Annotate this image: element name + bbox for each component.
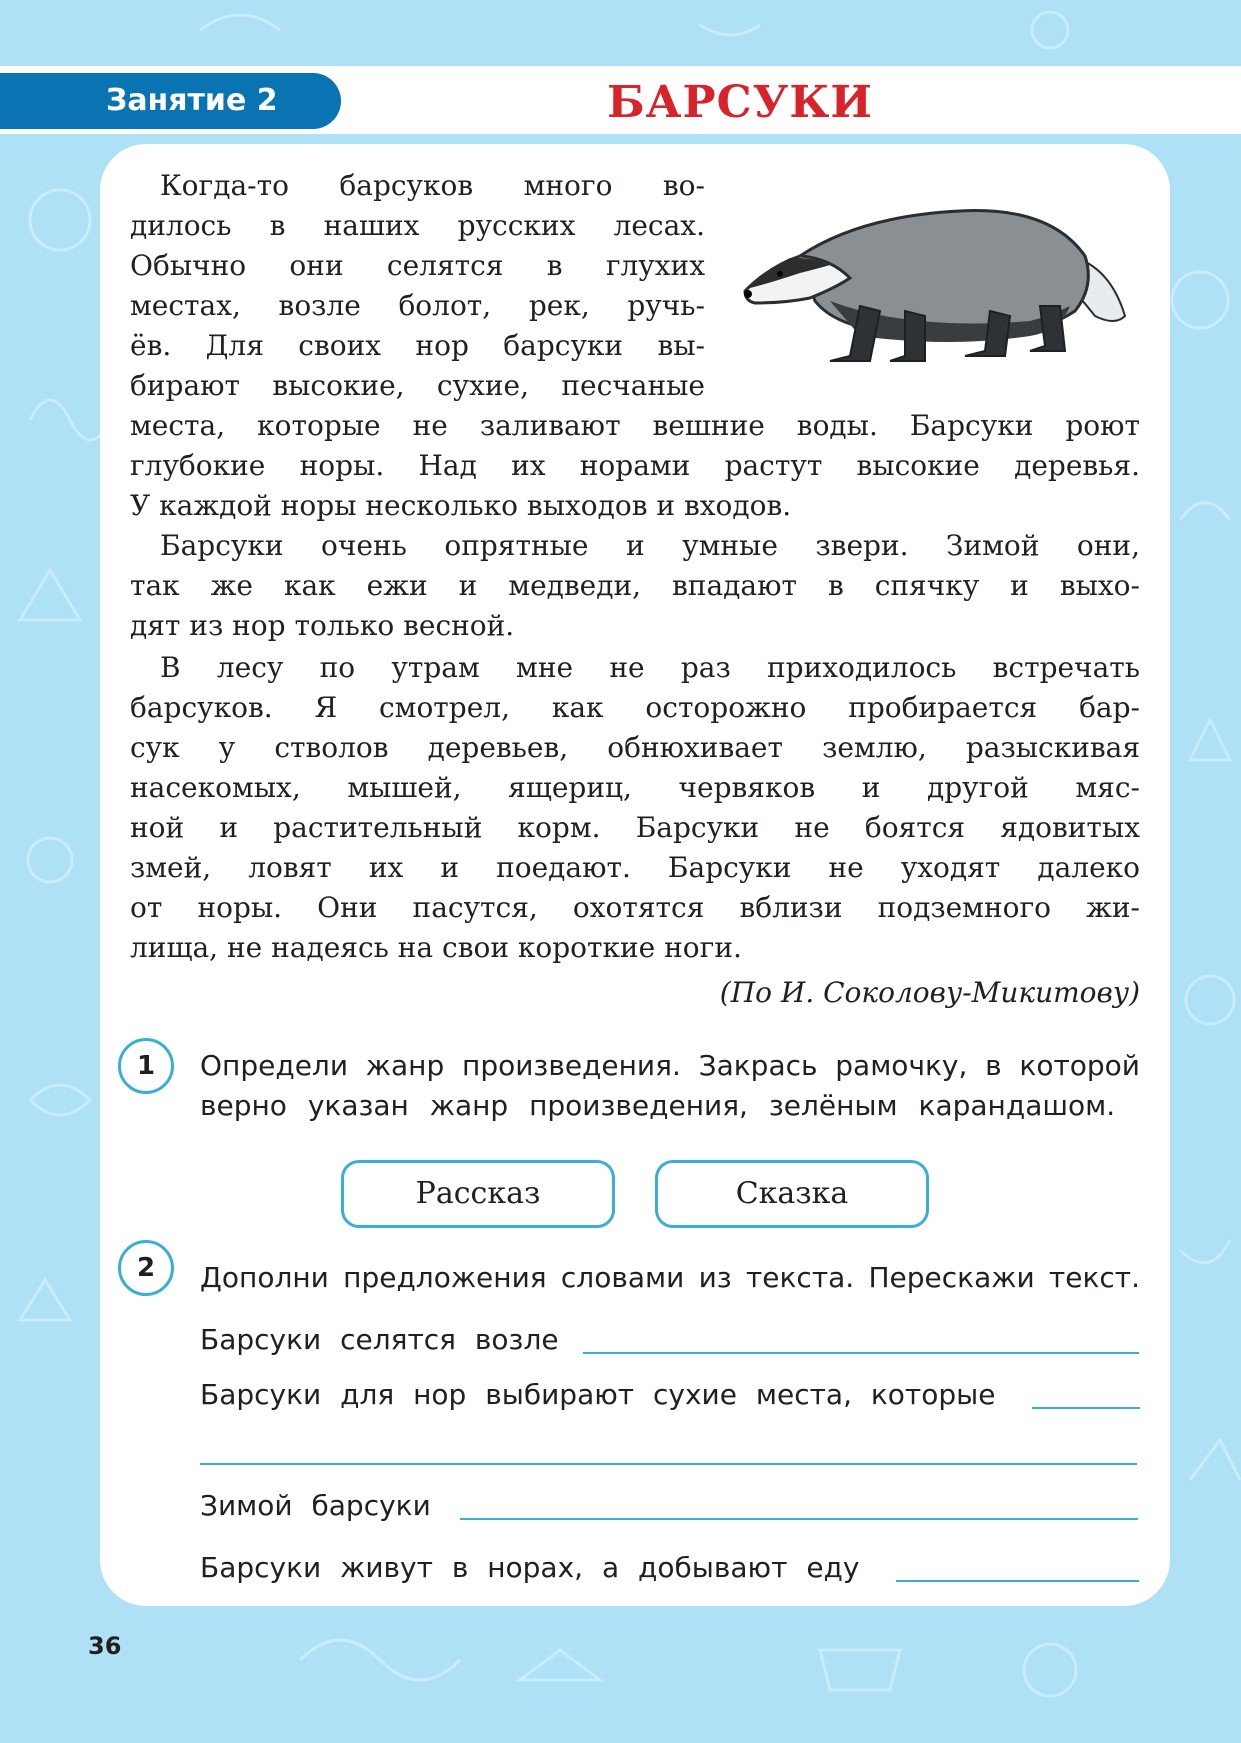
story-line: В лесу по утрам мне не раз приходилось встречать (160, 651, 1140, 684)
story-line: змей, ловят их и поедают. Барсуки не уходят далеко (130, 851, 1140, 884)
story-line: ной и растительный корм. Барсуки не боятся ядовитых (130, 811, 1140, 844)
story-line: Когда-то барсуков много во- (160, 169, 705, 202)
story-line: бирают высокие, сухие, песчаные (130, 369, 705, 402)
answer-line-1[interactable] (583, 1352, 1139, 1354)
lesson-label: Занятие 2 (106, 83, 278, 118)
task-2-number: 2 (118, 1240, 174, 1296)
story-line: от норы. Они пасутся, охотятся вблизи подземного жи- (130, 891, 1140, 924)
task-1-line: верно указан жанр произведения, зелёным карандашом. (200, 1089, 1116, 1122)
task-2-text (200, 1258, 1140, 1298)
story-paragraph-3 (130, 648, 1140, 968)
answer-line-3[interactable] (460, 1518, 1138, 1520)
page-title: БАРСУКИ (607, 77, 873, 128)
story-line: места, которые не заливают вешние воды. Барсуки роют (130, 409, 1140, 442)
badger-illustration (740, 186, 1130, 376)
task-1-line: Определи жанр произведения. Закрась рамочку, в которой (200, 1049, 1140, 1082)
story-paragraph-1-wrapped (130, 166, 705, 406)
genre-option-fairytale[interactable]: Сказка (655, 1160, 929, 1228)
task-1-text (200, 1046, 1140, 1126)
genre-option-story[interactable]: Рассказ (341, 1160, 615, 1228)
answer-line-2a[interactable] (1032, 1407, 1140, 1409)
page-number: 36 (88, 1632, 122, 1660)
story-line: дилось в наших русских лесах. (130, 209, 705, 242)
answer-line-2b[interactable] (200, 1463, 1137, 1465)
story-line: Барсуки очень опрятные и умные звери. Зимой они, (160, 529, 1140, 562)
task-2-line: Дополни предложения словами из текста. Перескажи текст. (200, 1261, 1140, 1294)
story-line: У каждой норы несколько выходов и входов. (130, 489, 792, 522)
sentence-3-label: Зимой барсуки (200, 1489, 431, 1522)
sentence-4-label: Барсуки живут в норах, а добывают еду (200, 1551, 860, 1584)
story-line: насекомых, мышей, ящериц, червяков и другой мяс- (130, 771, 1140, 804)
story-line: местах, возле болот, рек, ручь- (130, 289, 705, 322)
story-line: лища, не надеясь на свои короткие ноги. (130, 931, 742, 964)
task-1-number: 1 (118, 1038, 174, 1094)
story-line: Обычно они селятся в глухих (130, 249, 705, 282)
story-paragraph-1-full (130, 406, 1140, 526)
story-line: ёв. Для своих нор барсуки вы- (130, 329, 705, 362)
story-author: (По И. Соколову-Микитову) (719, 976, 1140, 1009)
story-line: так же как ежи и медведи, впадают в спячку и выхо- (130, 569, 1140, 602)
story-line: барсуков. Я смотрел, как осторожно пробирается бар- (130, 691, 1140, 724)
sentence-1-label: Барсуки селятся возле (200, 1323, 559, 1356)
story-line: глубокие норы. Над их норами растут высокие деревья. (130, 449, 1140, 482)
sentence-2-label: Барсуки для нор выбирают сухие места, которые (200, 1378, 996, 1411)
story-paragraph-2 (130, 526, 1140, 646)
story-line: сук у стволов деревьев, обнюхивает землю, разыскивая (130, 731, 1140, 764)
answer-line-4[interactable] (896, 1580, 1139, 1582)
story-line: дят из нор только весной. (130, 609, 515, 642)
